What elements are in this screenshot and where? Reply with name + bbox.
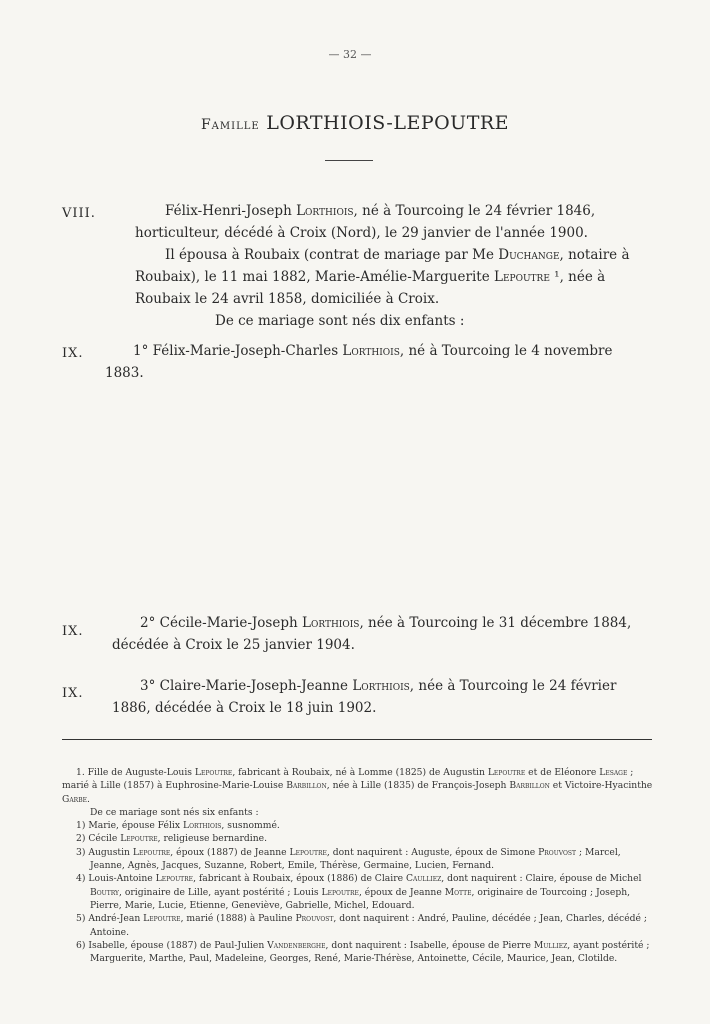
generation-label: IX. (62, 686, 84, 701)
surname: Lepoutre (493, 269, 550, 285)
entry-line: 1° Félix-Marie-Joseph-Charles Lorthiois, né à Tourcoing le 4 novembre 1883. (105, 343, 613, 381)
footnotes (62, 766, 657, 965)
title-divider (325, 160, 373, 161)
surname: Motte (444, 886, 472, 898)
entry-line: 2° Cécile-Marie-Joseph Lorthiois, née à Tourcoing le 31 décembre 1884, décédée à Croix le 25 janvier 1904. (112, 615, 632, 653)
surname: Lepoutre (194, 767, 233, 778)
surname: Lesage (599, 767, 628, 778)
footnote-child: 6) Isabelle, épouse (1887) de Paul-Julien Vandenberghe, dont naquirent : Isabelle, épouse de Pierre Mulliez, ayant postérité ; Marguerite, Marthe, Paul, Madeleine, Georges, René, Marie-Thérèse, Antoinette, Cécile, Maurice, Jean, Clotilde. (76, 939, 650, 965)
entry-line: Félix-Henri-Joseph Lorthiois, né à Tourcoing le 24 février 1846, horticulteur, décédé à Croix (Nord), le 29 janvier de l'année 1900. (135, 203, 596, 241)
footnote-child: 3) Augustin Lepoutre, époux (1887) de Jeanne Lepoutre, dont naquirent : Auguste, époux de Simone Prouvost ; Marcel, Jeanne, Agnès, Jacques, Suzanne, Robert, Emile, Thérèse, Germaine, Lucien, Fernand. (76, 846, 621, 872)
title-family-name: LORTHIOIS-LEPOUTRE (266, 112, 510, 134)
surname: Boutry (90, 886, 120, 898)
surname: Prouvost (295, 913, 334, 925)
generation-label: IX. (62, 624, 84, 639)
entry-ix-2 (112, 612, 652, 656)
footnote-line: De ce mariage sont nés six enfants : (90, 806, 259, 818)
generation-label: VIII. (62, 206, 96, 221)
surname: Mulliez (533, 939, 568, 951)
surname: Lepoutre (487, 767, 526, 778)
surname: Lorthiois (182, 820, 222, 832)
surname: Garbe (62, 793, 87, 805)
page-number: — 32 — (328, 48, 372, 61)
surname: Lorthiois (296, 203, 354, 219)
surname: Caulliez (405, 873, 442, 885)
generation-label: IX. (62, 346, 84, 361)
page-title (0, 112, 710, 134)
footnote-child: 4) Louis-Antoine Lepoutre, fabricant à Roubaix, époux (1886) de Claire Caulliez, dont naquirent : Claire, épouse de Michel Boutry, originaire de Lille, ayant postérité ; Louis Lepoutre, époux de Jeanne Motte, originaire de Tourcoing ; Joseph, Pierre, Marie, Lucie, Etienne, Geneviève, Gabrielle, Michel, Edouard. (76, 873, 642, 911)
footnote-child: 5) André-Jean Lepoutre, marié (1888) à Pauline Prouvost, dont naquirent : André, Pauline, décédée ; Jean, Charles, décédé ; Antoine. (76, 913, 647, 938)
entry-line: De ce mariage sont nés dix enfants : (215, 313, 465, 329)
surname: Lorthiois (301, 615, 360, 631)
surname: Barbillon (509, 780, 550, 792)
surname: Lepoutre (132, 846, 171, 858)
title-prefix: Famille (200, 117, 260, 133)
entry-line: Il épousa à Roubaix (contrat de mariage par Me Duchange, notaire à Roubaix), le 11 mai 1882, Marie-Amélie-Marguerite Lepoutre ¹, née à Roubaix le 24 avril 1858, domiciliée à Croix. (135, 247, 630, 307)
surname: Lepoutre (321, 886, 359, 898)
footnote-child: 1) Marie, épouse Félix Lorthiois, susnommé. (76, 820, 280, 832)
entry-viii (135, 200, 650, 332)
surname: Duchange (498, 247, 560, 263)
surname: Prouvost (538, 846, 577, 858)
surname: Lorthiois (352, 678, 410, 694)
surname: Lepoutre (155, 873, 194, 885)
surname: Lepoutre (120, 833, 158, 845)
surname: Lepoutre (143, 913, 181, 925)
surname: Lorthiois (342, 343, 400, 359)
footnote-divider (62, 739, 652, 740)
footnote-main: 1. Fille de Auguste-Louis Lepoutre, fabricant à Roubaix, né à Lomme (1825) de Augustin Lepoutre et de Eléonore Lesage ; marié à Lille (1857) à Euphrosine-Marie-Louise Barbillon, née à Lille (1835) de François-Joseph Barbillon et Victoire-Hyacinthe Garbe. (62, 767, 653, 805)
footnote-child: 2) Cécile Lepoutre, religieuse bernardine. (76, 833, 267, 845)
surname: Barbillon (286, 780, 327, 792)
surname: Vandenberghe (267, 939, 326, 951)
entry-line: 3° Claire-Marie-Joseph-Jeanne Lorthiois, née à Tourcoing le 24 février 1886, décédée à Croix le 18 juin 1902. (112, 678, 617, 716)
surname: Lepoutre (289, 846, 327, 858)
entry-ix-3 (112, 675, 652, 719)
entry-ix-1 (105, 340, 650, 384)
